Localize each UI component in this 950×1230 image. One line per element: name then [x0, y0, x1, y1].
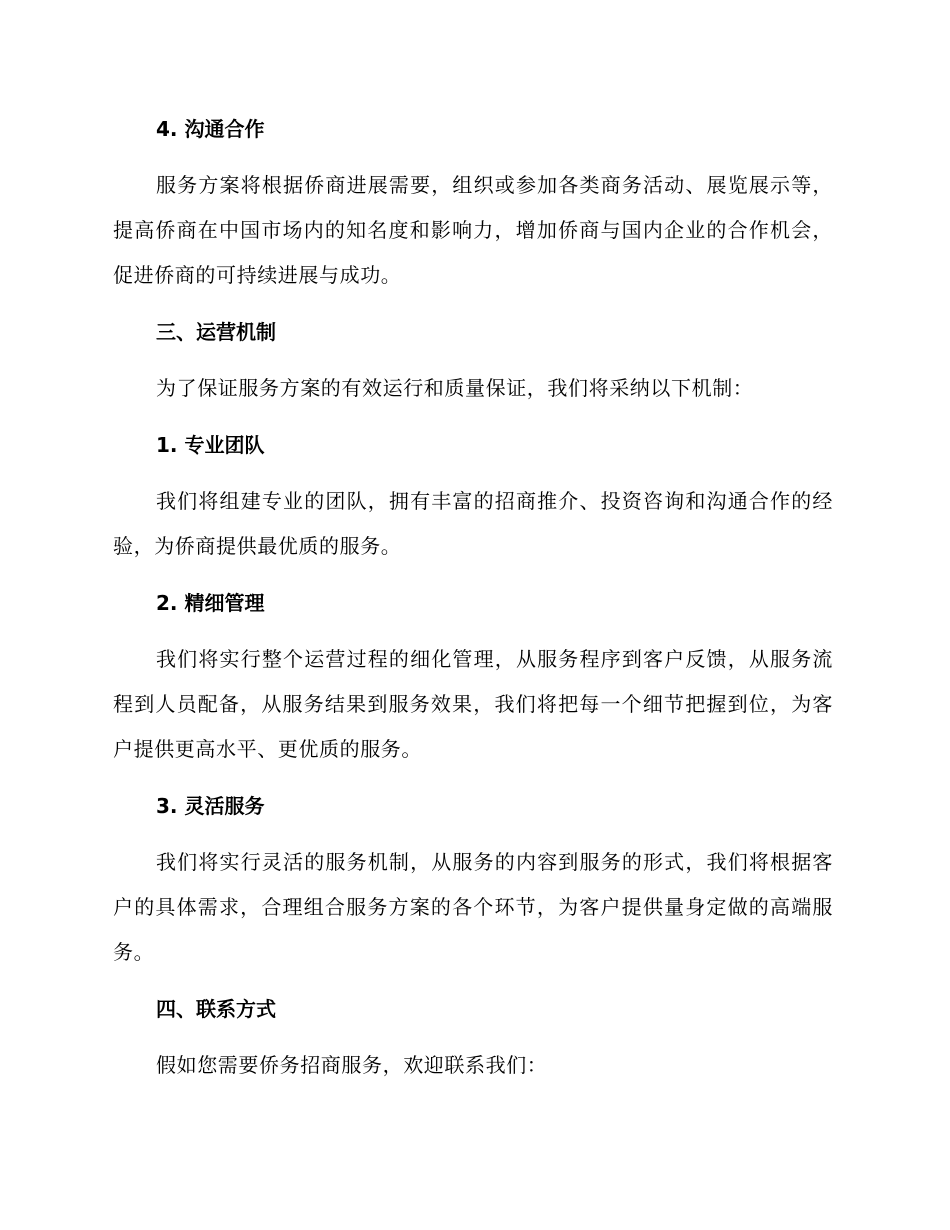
- section-heading-team: 1. 专业团队: [156, 433, 265, 457]
- section-heading-flexible-service: 3. 灵活服务: [156, 794, 265, 818]
- paragraph-team: 我们将组建专业的团队，拥有丰富的招商推介、投资咨询和沟通合作的经验，为侨商提供最优质的服务。: [113, 489, 833, 558]
- section-heading-contact: 四、联系方式: [156, 997, 276, 1021]
- section-heading-operation: 三、运营机制: [156, 320, 276, 344]
- paragraph-flexible-service: 我们将实行灵活的服务机制，从服务的内容到服务的形式，我们将根据客户的具体需求，合理组合服务方案的各个环节，为客户提供量身定做的高端服务。: [113, 850, 833, 964]
- document-body: [113, 106, 833, 1099]
- paragraph-communication: 服务方案将根据侨商进展需要，组织或参加各类商务活动、展览展示等，提高侨商在中国市场内的知名度和影响力，增加侨商与国内企业的合作机会，促进侨商的可持续进展与成功。: [113, 173, 833, 287]
- section-heading-management: 2. 精细管理: [156, 591, 265, 615]
- paragraph-contact: 假如您需要侨务招商服务，欢迎联系我们：: [156, 1053, 548, 1077]
- section-heading-communication: 4. 沟通合作: [156, 117, 265, 141]
- paragraph-management: 我们将实行整个运营过程的细化管理，从服务程序到客户反馈，从服务流程到人员配备，从服务结果到服务效果，我们将把每一个细节把握到位，为客户提供更高水平、更优质的服务。: [113, 647, 833, 761]
- paragraph-operation-intro: 为了保证服务方案的有效运行和质量保证，我们将采纳以下机制：: [156, 376, 754, 400]
